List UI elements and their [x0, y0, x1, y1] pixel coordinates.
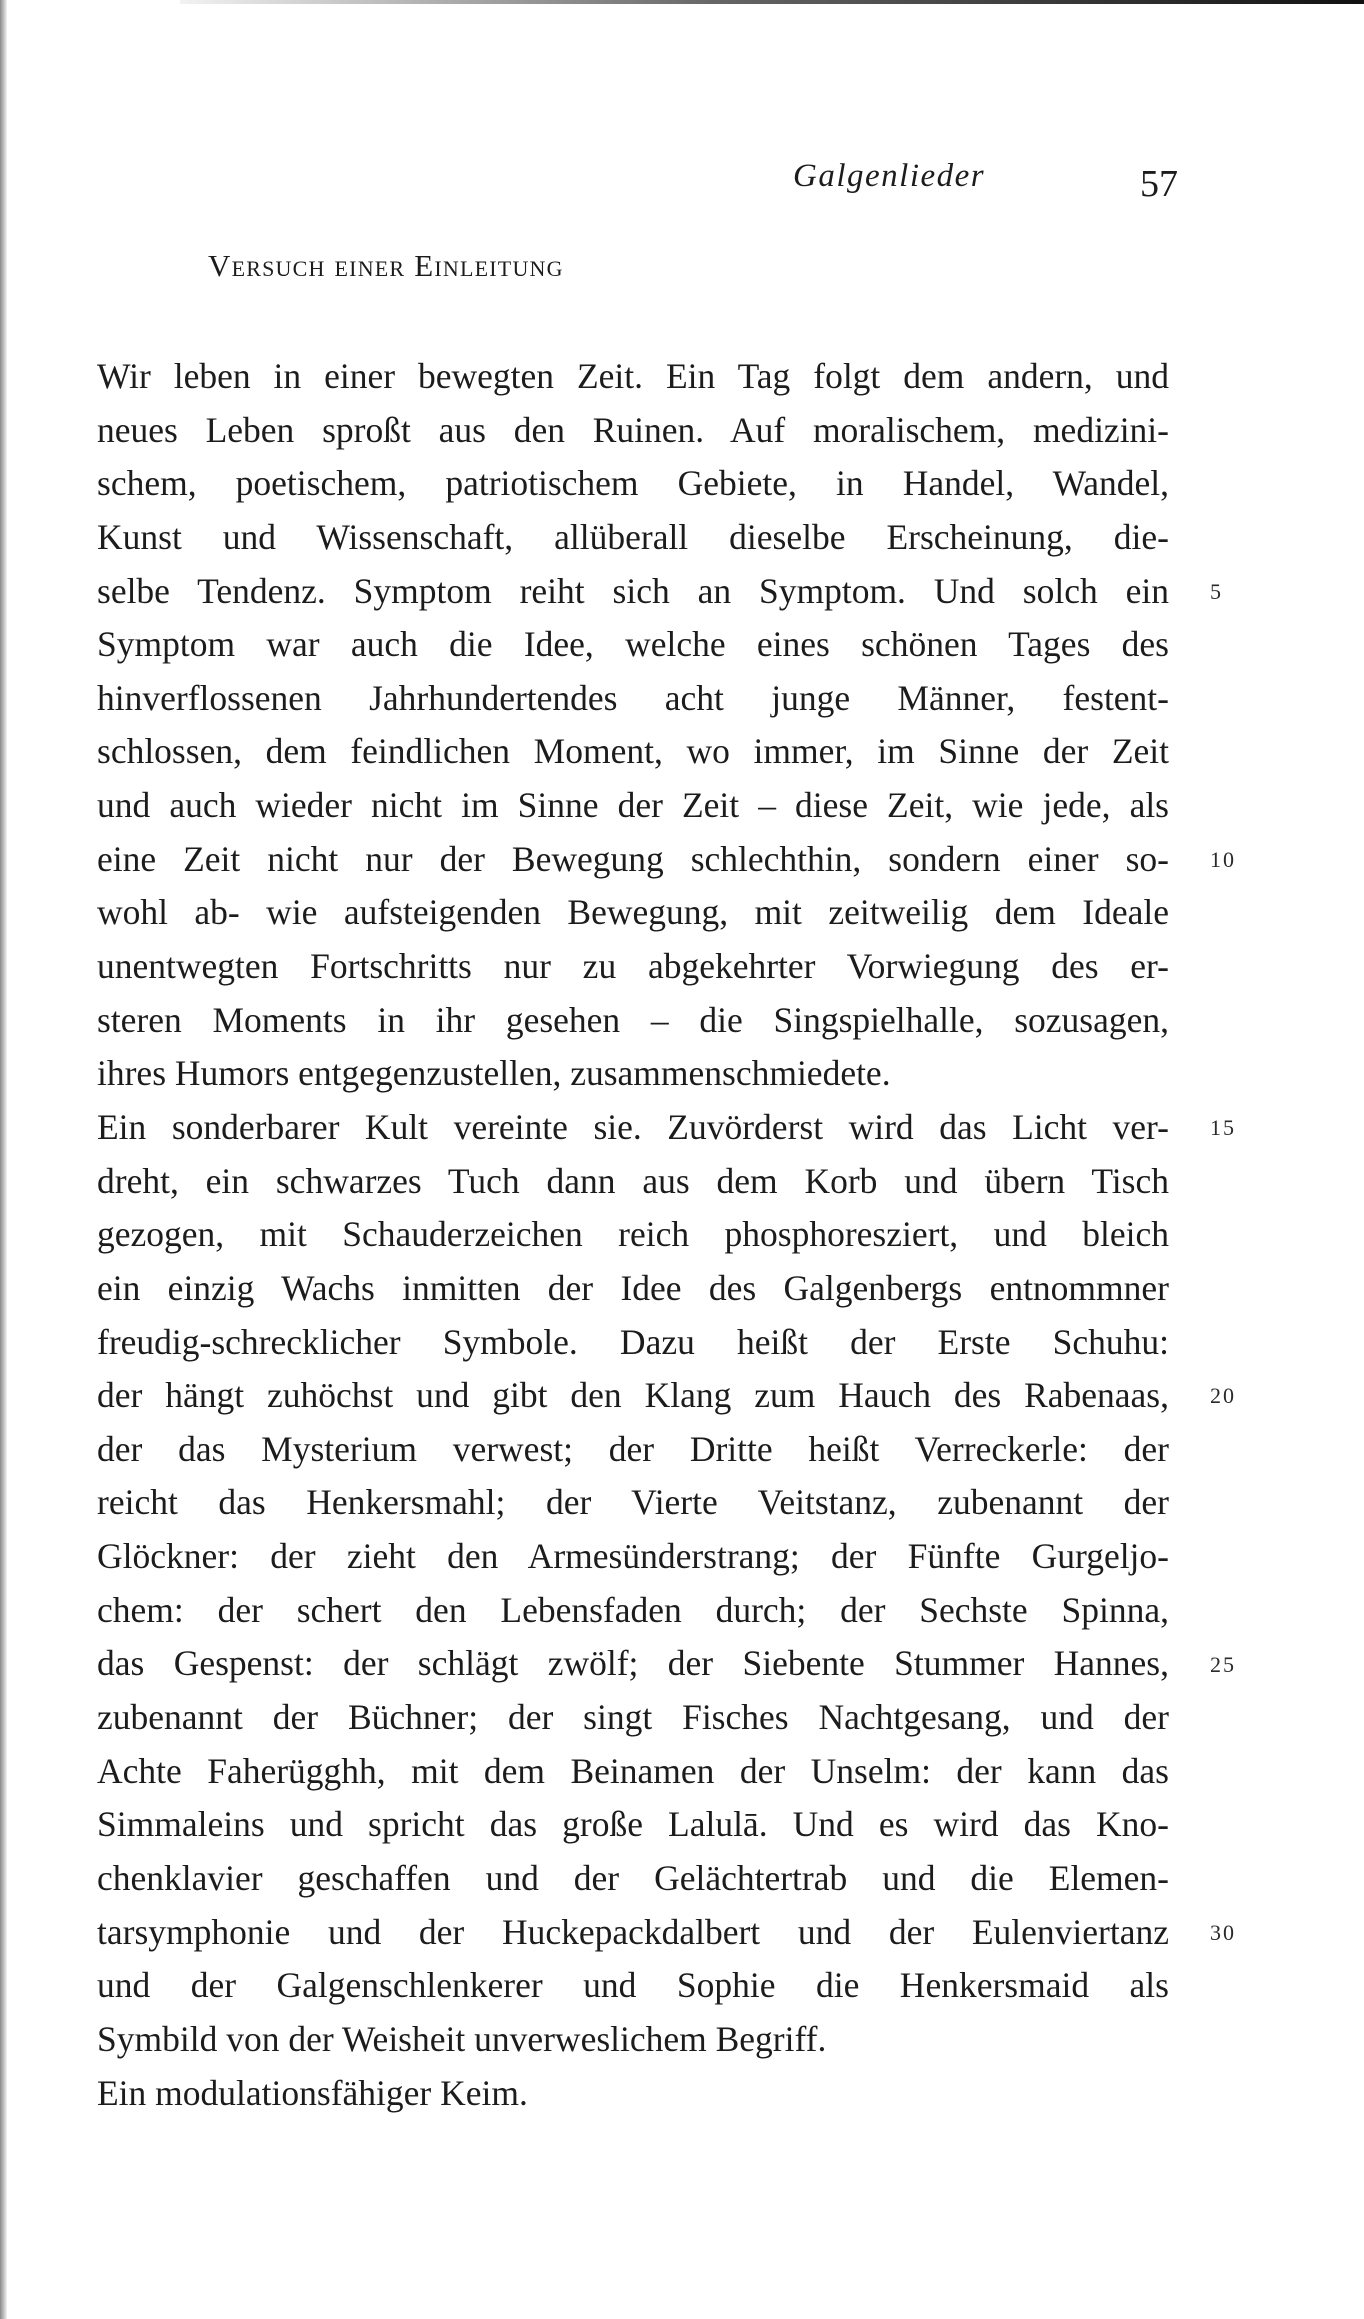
text-line: das Gespenst: der schlägt zwölf; der Siebente Stummer Hannes,	[97, 1643, 1169, 1684]
line-number: 25	[1210, 1651, 1236, 1677]
text-line: eine Zeit nicht nur der Bewegung schlechthin, sondern einer so-	[97, 838, 1169, 879]
text-line: chenklavier geschaffen und der Gelächtertrab und die Elemen-	[97, 1857, 1169, 1898]
text-line: steren Moments in ihr gesehen – die Singspielhalle, sozusagen,	[97, 999, 1169, 1040]
section-title: Versuch einer Einleitung	[208, 248, 564, 283]
text-line: Kunst und Wissenschaft, allüberall dieselbe Erscheinung, die-	[97, 516, 1169, 557]
text-line: gezogen, mit Schauderzeichen reich phosphoresziert, und bleich	[97, 1214, 1169, 1255]
text-line: ihres Humors entgegenzustellen, zusammenschmiedete.	[97, 1053, 891, 1094]
text-line: ein einzig Wachs inmitten der Idee des Galgenbergs entnommner	[97, 1267, 1169, 1308]
text-line: der hängt zuhöchst und gibt den Klang zum Hauch des Rabenaas,	[97, 1375, 1169, 1416]
text-line: und auch wieder nicht im Sinne der Zeit – diese Zeit, wie jede, als	[97, 785, 1169, 826]
text-line: Ein modulationsfähiger Keim.	[97, 2072, 528, 2113]
text-line: wohl ab- wie aufsteigenden Bewegung, mit zeitweilig dem Ideale	[97, 892, 1169, 933]
text-line: chem: der schert den Lebensfaden durch; der Sechste Spinna,	[97, 1589, 1169, 1630]
text-line: schlossen, dem feindlichen Moment, wo immer, im Sinne der Zeit	[97, 731, 1169, 772]
text-line: Ein sonderbarer Kult vereinte sie. Zuvörderst wird das Licht ver-	[97, 1106, 1169, 1147]
text-line: Symbild von der Weisheit unverweslichem Begriff.	[97, 2018, 827, 2059]
body-text	[97, 350, 1169, 2120]
page-top-edge	[180, 0, 1364, 4]
text-line: selbe Tendenz. Symptom reiht sich an Symptom. Und solch ein	[97, 570, 1169, 611]
text-line: freudig-schrecklicher Symbole. Dazu heißt der Erste Schuhu:	[97, 1321, 1169, 1362]
line-number: 30	[1210, 1919, 1236, 1945]
text-line: der das Mysterium verwest; der Dritte heißt Verreckerle: der	[97, 1428, 1169, 1469]
running-head	[0, 158, 1364, 208]
page-binding-shadow	[0, 0, 7, 2319]
text-line: reicht das Henkersmahl; der Vierte Veitstanz, zubenannt der	[97, 1482, 1169, 1523]
text-line: Simmaleins und spricht das große Lalulā. Und es wird das Kno-	[97, 1804, 1169, 1845]
line-number: 20	[1210, 1383, 1236, 1409]
text-line: Achte Faherügghh, mit dem Beinamen der Unselm: der kann das	[97, 1750, 1169, 1791]
line-number: 10	[1210, 846, 1236, 872]
text-line: unentwegten Fortschritts nur zu abgekehrter Vorwiegung des er-	[97, 946, 1169, 987]
text-line: und der Galgenschlenkerer und Sophie die Henkersmaid als	[97, 1965, 1169, 2006]
text-line: tarsymphonie und der Huckepackdalbert und der Eulenviertanz	[97, 1911, 1169, 1952]
line-number: 5	[1210, 578, 1223, 604]
text-line: schem, poetischem, patriotischem Gebiete, in Handel, Wandel,	[97, 463, 1169, 504]
text-line: Wir leben in einer bewegten Zeit. Ein Tag folgt dem andern, und	[97, 356, 1169, 396]
text-line: zubenannt der Büchner; der singt Fisches Nachtgesang, und der	[97, 1697, 1169, 1738]
text-line: hinverflossenen Jahrhundertendes acht junge Männer, festent-	[97, 677, 1169, 718]
text-line: Symptom war auch die Idee, welche eines schönen Tages des	[97, 624, 1169, 665]
running-head-title: Galgenlieder	[793, 158, 986, 194]
page-number: 57	[1140, 163, 1178, 205]
text-line: neues Leben sproßt aus den Ruinen. Auf moralischem, medizini-	[97, 409, 1169, 450]
line-number: 15	[1210, 1115, 1236, 1141]
text-line: Glöckner: der zieht den Armesünderstrang; der Fünfte Gurgeljo-	[97, 1536, 1169, 1577]
text-line: dreht, ein schwarzes Tuch dann aus dem Korb und übern Tisch	[97, 1160, 1169, 1201]
